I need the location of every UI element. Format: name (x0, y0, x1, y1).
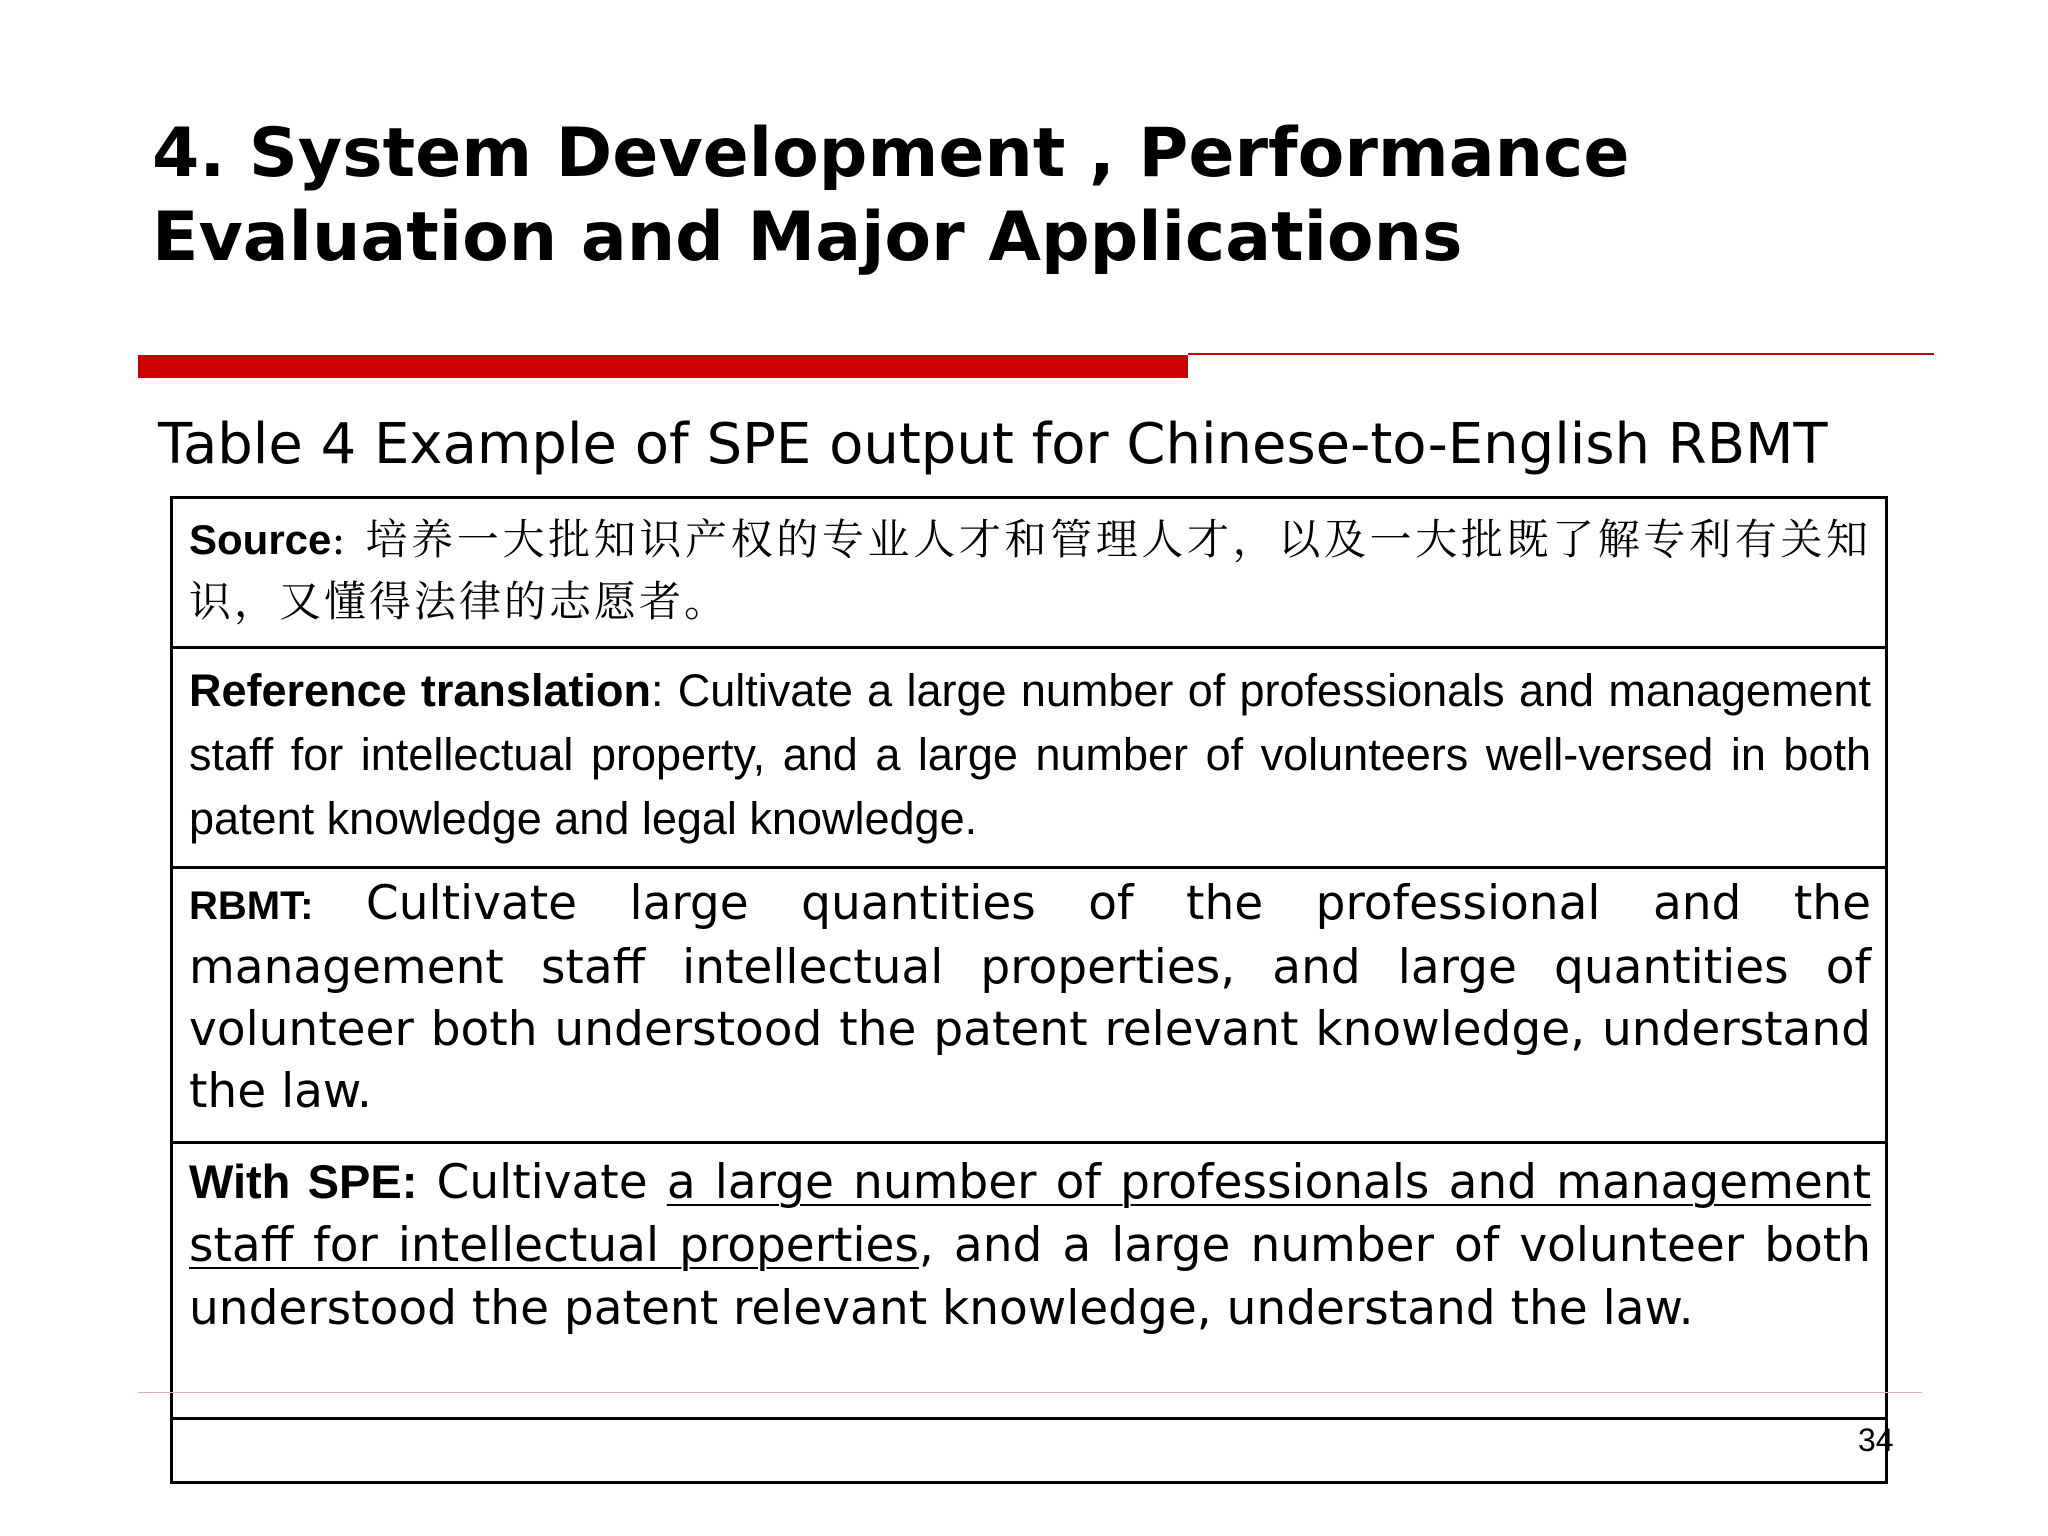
source-label: Source (189, 516, 332, 563)
comparison-table (170, 496, 1888, 1484)
slide-title-line-2: Evaluation and Major Applications (152, 198, 1463, 277)
table-caption: Table 4 Example of SPE output for Chinese-to-English RBMT (158, 412, 1828, 477)
with-spe-text-before: Cultivate (417, 1155, 667, 1210)
source-separator: : (331, 515, 366, 564)
reference-separator: : (650, 665, 678, 716)
footer-divider (138, 1392, 1922, 1393)
source-text: 培养一大批知识产权的专业人才和管理人才，以及一大批既了解专利有关知识，又懂得法律的志愿者。 (189, 515, 1871, 626)
table-row-source (173, 499, 1885, 646)
slide-title-line-1: 4. System Development , Performance (152, 114, 1630, 193)
table-row-rbmt (173, 866, 1885, 1141)
slide-title (152, 112, 1952, 280)
rbmt-text: Cultivate large quantities of the professional and the management staff intellectual properties, and large quantities of volunteer both understood the patent relevant knowledge, understand the law. (189, 876, 1871, 1119)
with-spe-text-underlined: a large number of professionals and management staff for intellectual properties (189, 1155, 1871, 1273)
rbmt-label: RBMT: (189, 884, 314, 928)
table-row-reference (173, 646, 1885, 866)
table-row-empty (173, 1417, 1885, 1484)
reference-text: Cultivate a large number of professionals and management staff for intellectual property, and a large number of volunteers well-versed in both patent knowledge and legal knowledge. (189, 665, 1871, 844)
page-number: 34 (1858, 1422, 1894, 1458)
reference-label: Reference translation (189, 665, 651, 716)
title-underline-thin-line (1188, 353, 1934, 355)
with-spe-text-after: , and a large number of volunteer both understood the patent relevant knowledge, understand the law. (189, 1218, 1871, 1336)
with-spe-label: With SPE: (189, 1155, 418, 1208)
title-underline-thick-bar (138, 355, 1188, 378)
table-row-with-spe (173, 1141, 1885, 1417)
